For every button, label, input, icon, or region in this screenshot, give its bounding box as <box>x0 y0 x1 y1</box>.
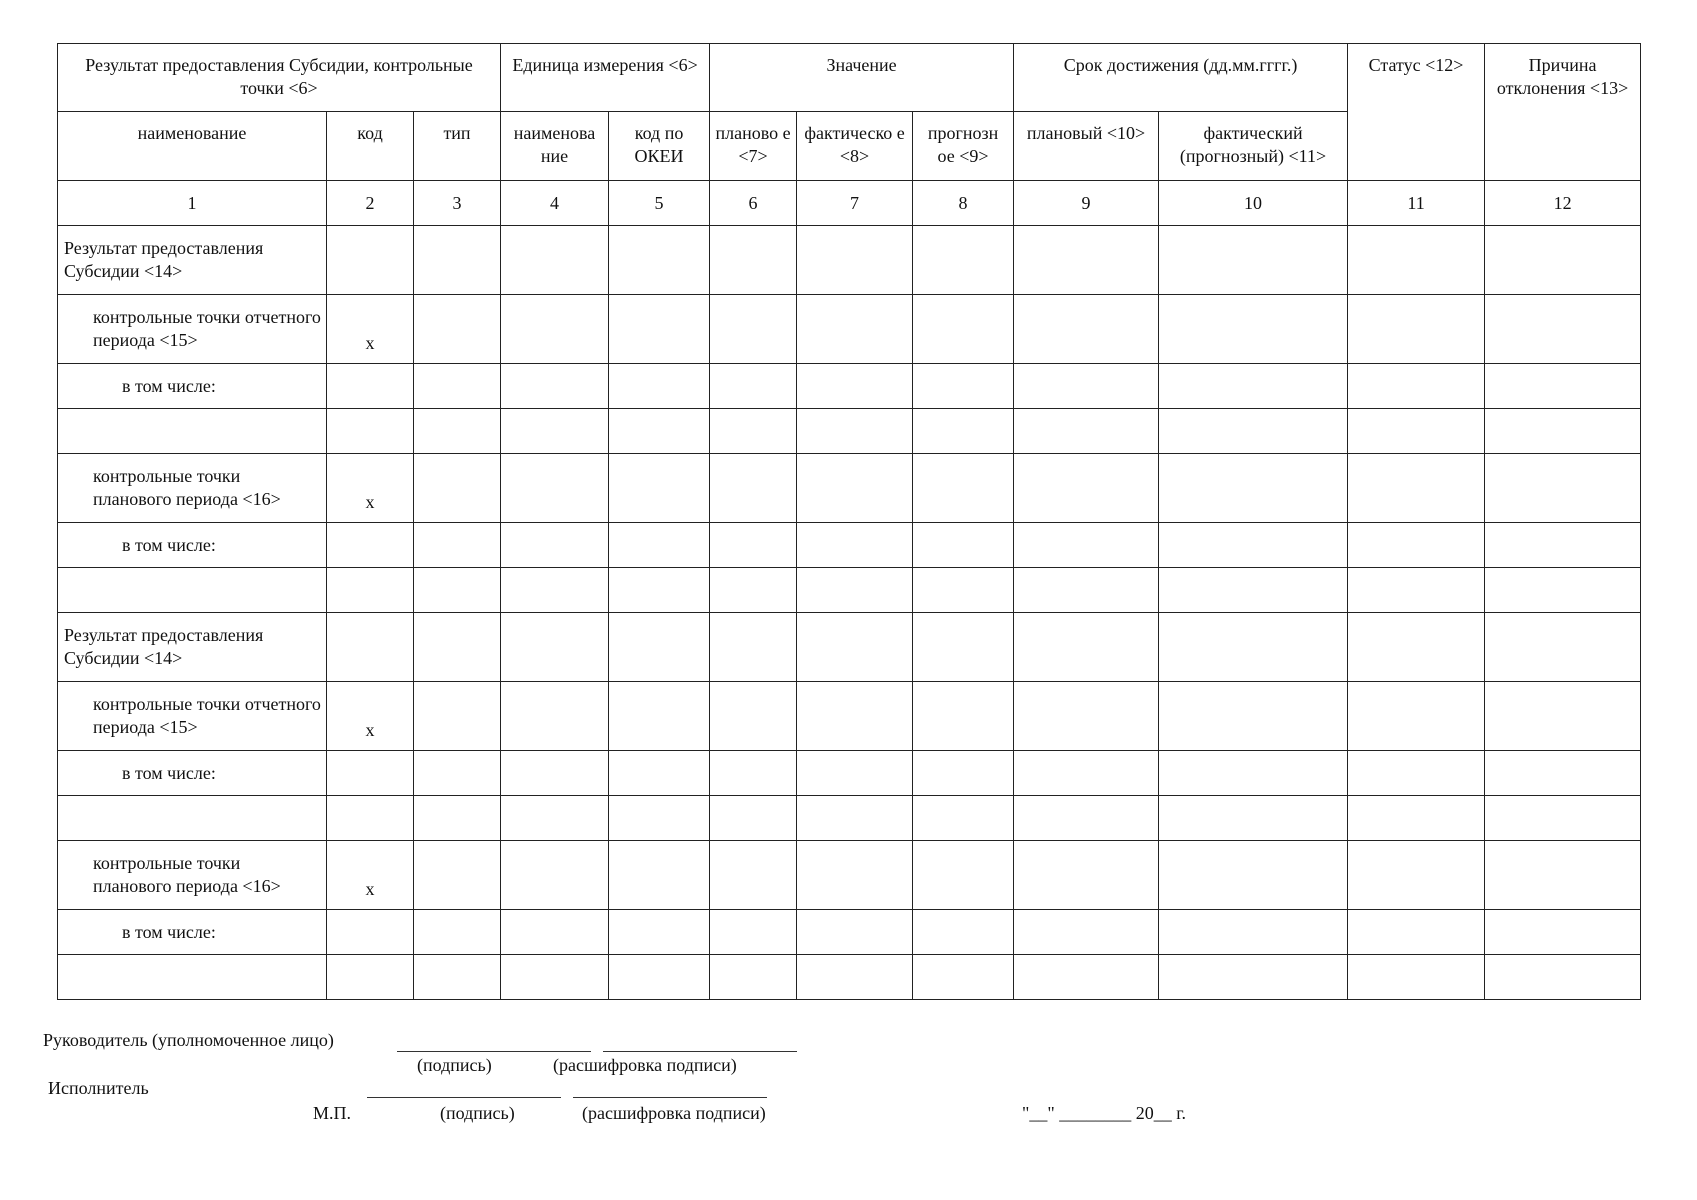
report-table <box>57 43 1641 1000</box>
column-number: 6 <box>710 181 797 226</box>
header-deadline-planned: плановый <10> <box>1014 112 1159 181</box>
control-points-report-label: контрольные точки отчетного периода <15> <box>58 295 327 364</box>
including-label: в том числе: <box>58 523 327 568</box>
column-number: 3 <box>414 181 501 226</box>
column-number: 7 <box>797 181 913 226</box>
header-row-1 <box>58 44 1641 112</box>
header-planned: планово е <7> <box>710 112 797 181</box>
x-mark: x <box>327 841 414 910</box>
column-number: 1 <box>58 181 327 226</box>
table-row <box>58 364 1641 409</box>
header-okei: код по ОКЕИ <box>609 112 710 181</box>
header-result: Результат предоставления Субсидии, контрольные точки <6> <box>58 44 501 112</box>
table-row <box>58 910 1641 955</box>
including-label: в том числе: <box>58 364 327 409</box>
head-signature-line[interactable] <box>397 1051 591 1052</box>
head-decryption-line[interactable] <box>603 1051 797 1052</box>
header-forecast: прогнозн ое <9> <box>913 112 1014 181</box>
header-status: Статус <12> <box>1348 44 1485 181</box>
table-row <box>58 841 1641 910</box>
x-mark: x <box>327 682 414 751</box>
table-row <box>58 295 1641 364</box>
header-name: наименование <box>58 112 327 181</box>
table-row <box>58 568 1641 613</box>
executor-label: Исполнитель <box>48 1078 149 1098</box>
executor-signature-line[interactable] <box>367 1097 561 1098</box>
stamp-label: М.П. <box>313 1103 352 1123</box>
header-unit: Единица измерения <6> <box>501 44 710 112</box>
table-row <box>58 409 1641 454</box>
date-field[interactable]: "__" ________ 20__ г. <box>1022 1103 1187 1123</box>
table-row <box>58 226 1641 295</box>
table-row <box>58 454 1641 523</box>
x-mark: x <box>327 454 414 523</box>
head-label: Руководитель (уполномоченное лицо) <box>43 1030 334 1050</box>
table-row <box>58 955 1641 1000</box>
table-row <box>58 523 1641 568</box>
header-actual: фактическо е <8> <box>797 112 913 181</box>
head-signature-caption: (подпись) <box>417 1055 492 1075</box>
control-points-report-label: контрольные точки отчетного периода <15> <box>58 682 327 751</box>
header-deadline: Срок достижения (дд.мм.гггг.) <box>1014 44 1348 112</box>
table-row <box>58 682 1641 751</box>
executor-decryption-caption: (расшифровка подписи) <box>582 1103 766 1123</box>
header-value: Значение <box>710 44 1014 112</box>
executor-signature-caption: (подпись) <box>440 1103 515 1123</box>
header-code: код <box>327 112 414 181</box>
result-label: Результат предоставления Субсидии <14> <box>58 226 327 295</box>
header-type: тип <box>414 112 501 181</box>
column-number: 8 <box>913 181 1014 226</box>
column-number: 12 <box>1485 181 1641 226</box>
control-points-plan-label: контрольные точки планового периода <16> <box>58 841 327 910</box>
executor-decryption-line[interactable] <box>573 1097 767 1098</box>
header-reason: Причина отклонения <13> <box>1485 44 1641 181</box>
column-number: 2 <box>327 181 414 226</box>
head-decryption-caption: (расшифровка подписи) <box>553 1055 737 1075</box>
table-row <box>58 796 1641 841</box>
column-number: 4 <box>501 181 609 226</box>
header-deadline-actual: фактический (прогнозный) <11> <box>1159 112 1348 181</box>
control-points-plan-label: контрольные точки планового периода <16> <box>58 454 327 523</box>
column-number: 10 <box>1159 181 1348 226</box>
column-number-row <box>58 181 1641 226</box>
column-number: 9 <box>1014 181 1159 226</box>
x-mark: x <box>327 295 414 364</box>
table-row <box>58 613 1641 682</box>
column-number: 5 <box>609 181 710 226</box>
table-row <box>58 751 1641 796</box>
including-label: в том числе: <box>58 751 327 796</box>
including-label: в том числе: <box>58 910 327 955</box>
result-label: Результат предоставления Субсидии <14> <box>58 613 327 682</box>
header-unit-name: наименова ние <box>501 112 609 181</box>
column-number: 11 <box>1348 181 1485 226</box>
